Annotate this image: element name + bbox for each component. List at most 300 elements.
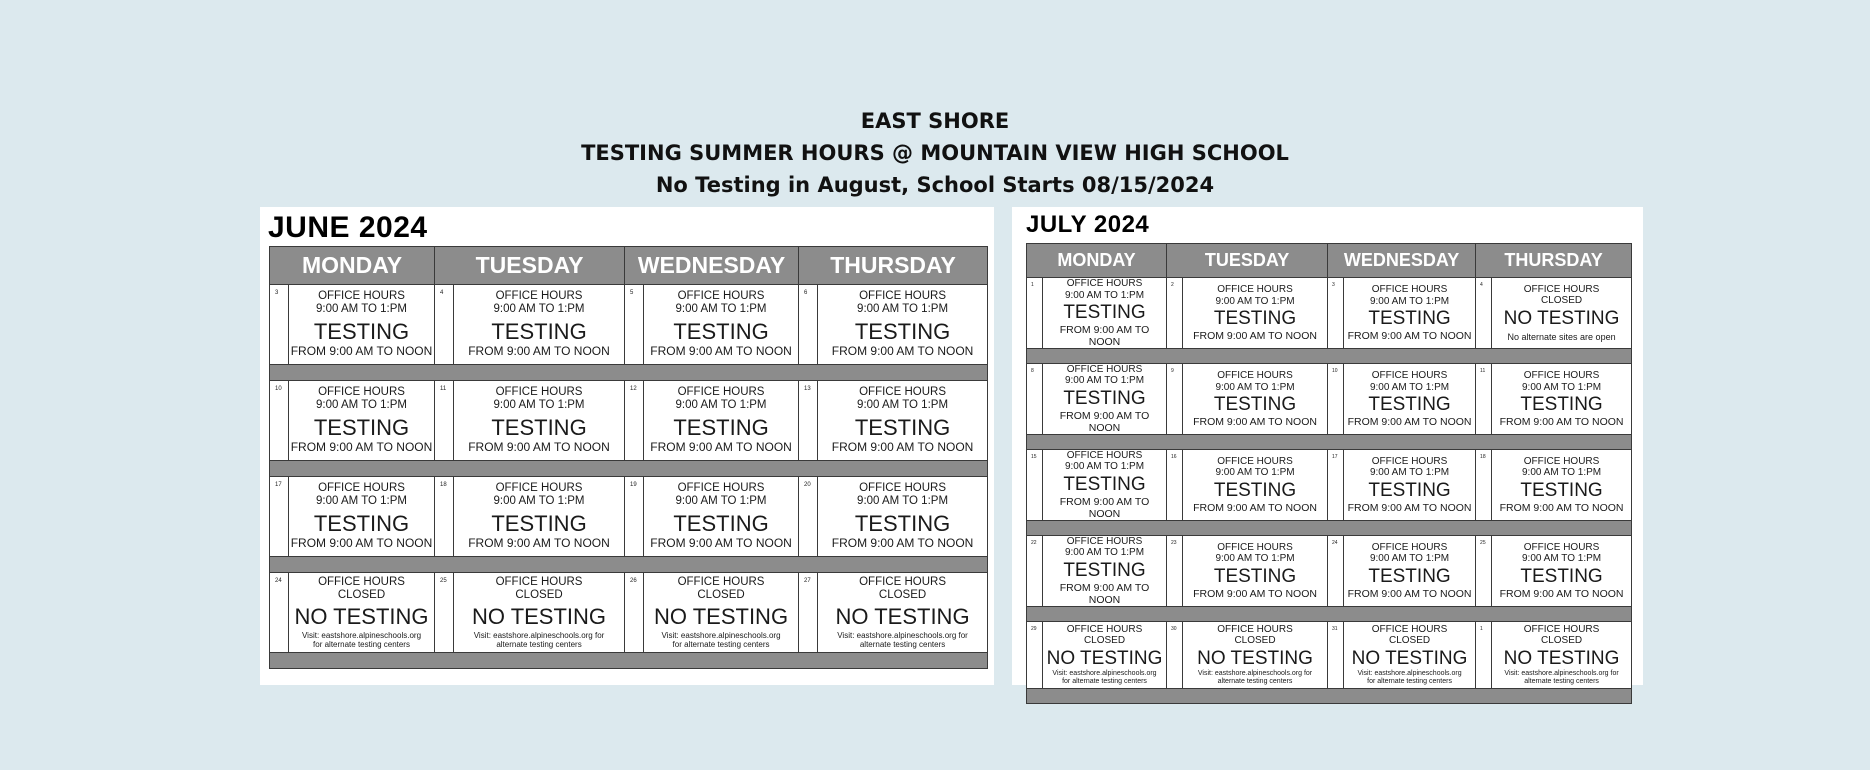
testing-hours: FROM 9:00 AM TO NOON	[1193, 415, 1317, 428]
day-number-cell	[1167, 278, 1183, 349]
day-number: 20	[804, 482, 811, 488]
day-cell	[454, 477, 625, 557]
july-week-separator	[1027, 348, 1632, 363]
day-content	[644, 386, 798, 455]
testing-status: NO TESTING	[1503, 307, 1620, 329]
june-header-thursday: THURSDAY	[799, 247, 988, 285]
day-cell	[1344, 535, 1476, 606]
testing-status: TESTING	[1520, 479, 1603, 501]
june-title: JUNE 2024	[268, 211, 428, 244]
office-hours-label: OFFICE HOURS	[1066, 623, 1143, 635]
day-content	[1344, 542, 1475, 600]
testing-status: NO TESTING	[1197, 647, 1313, 669]
day-number-cell	[1328, 278, 1344, 349]
office-hours-label: OFFICE HOURS	[677, 575, 765, 588]
july-week-separator	[1027, 606, 1632, 621]
day-number: 26	[630, 578, 637, 584]
day-cell	[454, 381, 625, 461]
day-cell	[1183, 621, 1328, 688]
testing-hours: FROM 9:00 AM TO NOON	[1193, 501, 1317, 514]
day-number: 23	[1171, 539, 1177, 546]
june-weeks	[270, 285, 988, 669]
testing-hours: FROM 9:00 AM TO NOON	[1499, 501, 1624, 514]
office-hours-label: OFFICE HOURS	[318, 290, 405, 303]
alternate-site-link-line-1: Visit: eastshore.alpineschools.org	[1052, 669, 1157, 677]
day-content	[1344, 624, 1475, 686]
day-content	[644, 290, 798, 359]
alternate-site-link-line-1: Visit: eastshore.alpineschools.org for	[837, 630, 968, 640]
testing-status: TESTING	[1213, 479, 1297, 501]
testing-status: TESTING	[1063, 559, 1146, 581]
july-week-row	[1027, 449, 1632, 520]
day-number: 18	[440, 482, 447, 488]
june-header-row	[270, 247, 988, 285]
alternate-site-link-line-1: Visit: eastshore.alpineschools.org for	[473, 630, 605, 640]
testing-status: TESTING	[1368, 565, 1451, 587]
testing-status: NO TESTING	[294, 604, 429, 630]
office-hours-label: OFFICE HOURS	[1066, 278, 1143, 289]
testing-hours: FROM 9:00 AM TO NOON	[1193, 329, 1317, 342]
office-hours-label: OFFICE HOURS	[1217, 370, 1293, 381]
testing-hours: FROM 9:00 AM TO NOON	[650, 535, 792, 550]
office-hours-label: OFFICE HOURS	[1217, 623, 1293, 635]
day-cell	[1183, 363, 1328, 434]
office-hours-label: OFFICE HOURS	[495, 482, 583, 495]
office-hours-value: 9:00 AM TO 1:PM	[493, 495, 585, 508]
day-number-cell	[1027, 535, 1043, 606]
office-hours-value: 9:00 AM TO 1:PM	[857, 303, 949, 316]
testing-hours: FROM 9:00 AM TO NOON	[468, 439, 610, 454]
day-content	[454, 576, 624, 649]
testing-hours: FROM 9:00 AM TO NOON	[1347, 501, 1472, 514]
office-hours-label: OFFICE HOURS	[1371, 455, 1448, 467]
day-number: 17	[275, 482, 282, 488]
headline-line-1: EAST SHORE	[860, 109, 1010, 133]
office-hours-value: 9:00 AM TO 1:PM	[1369, 553, 1450, 565]
testing-hours: FROM 9:00 AM TO NOON	[1059, 581, 1150, 606]
day-number: 15	[1031, 453, 1037, 460]
headline-line-2: TESTING SUMMER HOURS @ MOUNTAIN VIEW HIGH SCHOOL	[581, 141, 1289, 165]
office-hours-value: 9:00 AM TO 1:PM	[493, 303, 585, 316]
july-week-row	[1027, 621, 1632, 688]
day-number-cell	[625, 573, 644, 653]
day-number-cell	[270, 381, 289, 461]
office-hours-value: CLOSED	[337, 589, 386, 602]
testing-hours: FROM 9:00 AM TO NOON	[468, 535, 610, 550]
day-content	[454, 386, 624, 455]
day-content	[454, 290, 624, 359]
day-cell	[1043, 621, 1167, 688]
testing-hours: FROM 9:00 AM TO NOON	[831, 439, 974, 454]
day-content	[1492, 370, 1631, 428]
day-number-cell	[1328, 449, 1344, 520]
alternate-site-link-line-2: for alternate testing centers	[1062, 677, 1147, 685]
testing-status: TESTING	[673, 510, 769, 536]
office-hours-label: OFFICE HOURS	[318, 386, 405, 399]
office-hours-label: OFFICE HOURS	[1523, 455, 1600, 467]
testing-status: TESTING	[1368, 394, 1451, 415]
day-number-cell	[1476, 363, 1492, 434]
office-hours-label: OFFICE HOURS	[1371, 370, 1448, 381]
day-cell	[289, 573, 435, 653]
day-content	[289, 290, 434, 359]
june-week-separator	[270, 557, 988, 573]
office-hours-value: 9:00 AM TO 1:PM	[1521, 381, 1602, 393]
day-number: 19	[630, 482, 637, 488]
office-hours-label: OFFICE HOURS	[1523, 623, 1600, 635]
separator-bar	[1027, 688, 1632, 703]
day-cell	[1344, 621, 1476, 688]
testing-hours: FROM 9:00 AM TO NOON	[468, 343, 610, 358]
june-header-tuesday: TUESDAY	[435, 247, 625, 285]
july-week-separator	[1027, 434, 1632, 449]
office-hours-label: OFFICE HOURS	[318, 575, 405, 588]
day-number: 24	[275, 578, 282, 584]
day-number-cell	[625, 285, 644, 365]
july-week-row	[1027, 363, 1632, 434]
day-cell	[1492, 535, 1632, 606]
day-content	[1043, 536, 1166, 606]
alternate-site-link-line-2: alternate testing centers	[496, 639, 582, 649]
testing-hours: FROM 9:00 AM TO NOON	[831, 343, 974, 358]
office-hours-value: 9:00 AM TO 1:PM	[857, 399, 949, 412]
day-number-cell	[799, 285, 818, 365]
testing-status: NO TESTING	[1351, 647, 1468, 669]
day-content	[1043, 624, 1166, 686]
testing-status: NO TESTING	[654, 604, 789, 630]
office-hours-label: OFFICE HOURS	[1371, 623, 1448, 635]
testing-status: TESTING	[673, 318, 769, 344]
separator-bar	[1027, 348, 1632, 363]
july-week-separator	[1027, 688, 1632, 703]
office-hours-label: OFFICE HOURS	[677, 482, 765, 495]
day-cell	[1043, 278, 1167, 349]
testing-status: TESTING	[1063, 302, 1146, 323]
day-cell	[1183, 535, 1328, 606]
day-cell	[289, 285, 435, 365]
day-number: 10	[1332, 367, 1338, 374]
testing-hours: FROM 9:00 AM TO NOON	[290, 439, 433, 454]
testing-hours: FROM 9:00 AM TO NOON	[290, 535, 433, 550]
testing-status: TESTING	[1520, 394, 1603, 415]
day-cell	[454, 573, 625, 653]
day-number-cell	[1027, 278, 1043, 349]
day-number-cell	[1167, 535, 1183, 606]
office-hours-value: 9:00 AM TO 1:PM	[1215, 295, 1295, 307]
day-number: 25	[440, 578, 447, 584]
office-hours-label: OFFICE HOURS	[859, 386, 946, 399]
day-number: 9	[1171, 367, 1174, 374]
day-cell	[1043, 449, 1167, 520]
day-number-cell	[1476, 535, 1492, 606]
day-number-cell	[435, 573, 454, 653]
day-number-cell	[799, 573, 818, 653]
day-cell	[644, 285, 799, 365]
day-number: 2	[1171, 282, 1174, 288]
day-number: 6	[804, 290, 808, 296]
day-number-cell	[270, 285, 289, 365]
day-cell	[1043, 363, 1167, 434]
testing-status: TESTING	[1063, 387, 1146, 409]
day-number: 1	[1031, 282, 1034, 288]
day-content	[818, 576, 987, 649]
june-week-row	[270, 573, 988, 653]
day-number-cell	[625, 381, 644, 461]
day-number: 8	[1031, 367, 1034, 374]
day-number-cell	[1328, 363, 1344, 434]
office-hours-label: OFFICE HOURS	[1066, 535, 1143, 547]
day-number: 4	[440, 290, 444, 296]
testing-status: TESTING	[1063, 473, 1146, 495]
office-hours-value: 9:00 AM TO 1:PM	[1369, 295, 1450, 307]
day-cell	[818, 381, 988, 461]
office-hours-value: 9:00 AM TO 1:PM	[675, 303, 767, 316]
july-header-thursday: THURSDAY	[1476, 244, 1632, 278]
day-content	[1043, 278, 1166, 348]
testing-status: TESTING	[1213, 565, 1297, 587]
office-hours-value: 9:00 AM TO 1:PM	[675, 495, 767, 508]
day-number: 31	[1332, 625, 1338, 632]
office-hours-value: 9:00 AM TO 1:PM	[316, 303, 407, 316]
day-cell	[1492, 449, 1632, 520]
testing-hours: FROM 9:00 AM TO NOON	[1059, 495, 1150, 520]
testing-status: NO TESTING	[471, 604, 607, 630]
alternate-site-link-line-1: Visit: eastshore.alpineschools.org for	[1197, 669, 1313, 677]
separator-bar	[1027, 520, 1632, 535]
day-content	[1344, 456, 1475, 514]
day-content	[289, 482, 434, 551]
june-header-monday: MONDAY	[270, 247, 435, 285]
day-cell	[818, 477, 988, 557]
testing-status: TESTING	[1368, 479, 1451, 501]
testing-hours: FROM 9:00 AM TO NOON	[650, 343, 792, 358]
day-content	[1492, 284, 1631, 342]
day-number-cell	[1027, 621, 1043, 688]
office-hours-label: OFFICE HOURS	[1523, 283, 1600, 295]
day-number-cell	[1167, 449, 1183, 520]
office-hours-value: CLOSED	[1540, 295, 1583, 307]
day-cell	[644, 477, 799, 557]
alternate-site-link-line-1: Visit: eastshore.alpineschools.org	[301, 630, 422, 640]
june-week-row	[270, 477, 988, 557]
day-number: 17	[1332, 453, 1338, 460]
july-week-row	[1027, 278, 1632, 349]
alternate-site-link-line-2: alternate testing centers	[1524, 677, 1599, 685]
day-number-cell	[1328, 621, 1344, 688]
june-week-row	[270, 381, 988, 461]
day-number: 12	[630, 386, 637, 392]
testing-hours: FROM 9:00 AM TO NOON	[1347, 329, 1472, 342]
june-calendar-panel	[260, 207, 994, 685]
separator-bar	[270, 365, 988, 381]
day-number: 24	[1332, 539, 1338, 546]
office-hours-value: 9:00 AM TO 1:PM	[1521, 467, 1602, 479]
office-hours-value: CLOSED	[1083, 635, 1126, 647]
office-hours-label: OFFICE HOURS	[495, 290, 583, 303]
office-hours-label: OFFICE HOURS	[495, 575, 583, 588]
alternate-site-link-line-2: alternate testing centers	[1217, 677, 1293, 685]
alternate-site-link-line-1: Visit: eastshore.alpineschools.org for	[1504, 669, 1619, 677]
alternate-site-link-line-2: for alternate testing centers	[313, 639, 410, 649]
day-number-cell	[1167, 621, 1183, 688]
testing-hours: FROM 9:00 AM TO NOON	[1059, 409, 1150, 434]
testing-status: TESTING	[491, 414, 587, 440]
alternate-site-link-line-1: Visit: eastshore.alpineschools.org	[661, 630, 781, 640]
day-cell	[1344, 363, 1476, 434]
day-number: 22	[1031, 539, 1037, 546]
day-cell	[1344, 278, 1476, 349]
day-number-cell	[270, 477, 289, 557]
day-number-cell	[1167, 363, 1183, 434]
day-number-cell	[435, 285, 454, 365]
day-cell	[818, 573, 988, 653]
day-number: 11	[1480, 367, 1486, 374]
office-hours-value: CLOSED	[515, 589, 563, 602]
office-hours-label: OFFICE HOURS	[859, 290, 946, 303]
day-content	[289, 386, 434, 455]
july-header-wednesday: WEDNESDAY	[1328, 244, 1476, 278]
day-number: 18	[1480, 453, 1486, 460]
testing-status: NO TESTING	[1503, 647, 1620, 669]
day-number: 16	[1171, 453, 1177, 460]
office-hours-label: OFFICE HOURS	[1217, 284, 1293, 296]
july-title: JULY 2024	[1026, 211, 1150, 238]
office-hours-value: 9:00 AM TO 1:PM	[1369, 381, 1450, 393]
testing-hours: FROM 9:00 AM TO NOON	[1347, 587, 1472, 600]
office-hours-value: 9:00 AM TO 1:PM	[1215, 553, 1295, 565]
day-number-cell	[625, 477, 644, 557]
day-number: 1	[1480, 625, 1483, 632]
day-number: 10	[275, 386, 282, 392]
day-number-cell	[1027, 363, 1043, 434]
testing-status: TESTING	[313, 318, 410, 344]
office-hours-value: 9:00 AM TO 1:PM	[1064, 289, 1145, 301]
day-content	[818, 482, 987, 551]
july-header-tuesday: TUESDAY	[1167, 244, 1328, 278]
testing-status: TESTING	[1520, 565, 1603, 587]
office-hours-label: OFFICE HOURS	[1066, 363, 1143, 375]
office-hours-label: OFFICE HOURS	[677, 386, 765, 399]
separator-bar	[1027, 606, 1632, 621]
june-week-row	[270, 285, 988, 365]
day-content	[1183, 456, 1327, 514]
june-week-separator	[270, 365, 988, 381]
office-hours-label: OFFICE HOURS	[1371, 541, 1448, 553]
day-number: 11	[440, 386, 447, 392]
separator-bar	[270, 461, 988, 477]
testing-hours: FROM 9:00 AM TO NOON	[290, 343, 433, 358]
july-header-row	[1027, 244, 1632, 278]
separator-bar	[270, 653, 988, 669]
testing-hours: FROM 9:00 AM TO NOON	[1193, 587, 1317, 600]
day-cell	[1492, 621, 1632, 688]
office-hours-label: OFFICE HOURS	[1371, 284, 1448, 296]
day-content	[289, 576, 434, 649]
testing-status: TESTING	[1368, 308, 1451, 330]
office-hours-value: 9:00 AM TO 1:PM	[1064, 547, 1145, 559]
office-hours-value: 9:00 AM TO 1:PM	[493, 399, 585, 412]
day-number: 27	[804, 578, 811, 584]
testing-status: TESTING	[673, 414, 769, 440]
office-hours-label: OFFICE HOURS	[1523, 370, 1600, 381]
testing-status: TESTING	[1213, 308, 1297, 330]
july-week-separator	[1027, 520, 1632, 535]
day-content	[454, 482, 624, 551]
office-hours-value: 9:00 AM TO 1:PM	[1215, 381, 1295, 393]
day-content	[644, 576, 798, 649]
june-calendar-table	[269, 246, 988, 669]
office-hours-label: OFFICE HOURS	[318, 482, 405, 495]
day-number-cell	[799, 477, 818, 557]
office-hours-value: 9:00 AM TO 1:PM	[1215, 467, 1295, 479]
day-number-cell	[1476, 278, 1492, 349]
june-week-separator	[270, 461, 988, 477]
office-hours-value: CLOSED	[697, 589, 745, 602]
day-cell	[644, 573, 799, 653]
testing-hours: FROM 9:00 AM TO NOON	[831, 535, 974, 550]
office-hours-value: 9:00 AM TO 1:PM	[1064, 375, 1145, 387]
office-hours-value: 9:00 AM TO 1:PM	[316, 399, 407, 412]
day-content	[1344, 370, 1475, 428]
day-content	[644, 482, 798, 551]
testing-hours: FROM 9:00 AM TO NOON	[650, 439, 792, 454]
testing-status: TESTING	[854, 414, 951, 440]
separator-bar	[1027, 434, 1632, 449]
office-hours-label: OFFICE HOURS	[1523, 541, 1600, 553]
day-number: 4	[1480, 282, 1483, 288]
day-cell	[1344, 449, 1476, 520]
july-calendar-table	[1026, 243, 1632, 704]
office-hours-value: 9:00 AM TO 1:PM	[316, 495, 407, 508]
testing-hours: FROM 9:00 AM TO NOON	[1347, 415, 1472, 428]
office-hours-value: CLOSED	[1540, 635, 1583, 647]
june-header-wednesday: WEDNESDAY	[625, 247, 799, 285]
day-number-cell	[799, 381, 818, 461]
day-content	[1183, 284, 1327, 342]
testing-hours: FROM 9:00 AM TO NOON	[1059, 323, 1150, 348]
alternate-site-link-line-2: for alternate testing centers	[672, 639, 770, 649]
day-content	[818, 290, 987, 359]
alternate-site-link-line-1: Visit: eastshore.alpineschools.org	[1357, 669, 1462, 677]
day-content	[1492, 456, 1631, 514]
day-content	[1043, 450, 1166, 520]
day-number: 30	[1171, 625, 1177, 632]
testing-hours: FROM 9:00 AM TO NOON	[1499, 415, 1624, 428]
testing-status: TESTING	[313, 510, 410, 536]
office-hours-value: 9:00 AM TO 1:PM	[857, 495, 949, 508]
day-number: 13	[804, 386, 811, 392]
office-hours-label: OFFICE HOURS	[1217, 455, 1293, 467]
office-hours-value: 9:00 AM TO 1:PM	[1521, 553, 1602, 565]
day-content	[818, 386, 987, 455]
office-hours-value: CLOSED	[1388, 635, 1431, 647]
day-cell	[818, 285, 988, 365]
day-number: 29	[1031, 625, 1037, 632]
day-number-cell	[270, 573, 289, 653]
day-content	[1492, 624, 1631, 686]
day-number: 25	[1480, 539, 1486, 546]
day-cell	[454, 285, 625, 365]
day-number-cell	[1027, 449, 1043, 520]
office-hours-label: OFFICE HOURS	[495, 386, 583, 399]
july-weeks	[1027, 278, 1632, 704]
day-cell	[1492, 363, 1632, 434]
testing-hours: FROM 9:00 AM TO NOON	[1499, 587, 1624, 600]
day-number-cell	[435, 477, 454, 557]
day-cell	[1183, 449, 1328, 520]
june-week-separator	[270, 653, 988, 669]
office-hours-label: OFFICE HOURS	[859, 482, 946, 495]
